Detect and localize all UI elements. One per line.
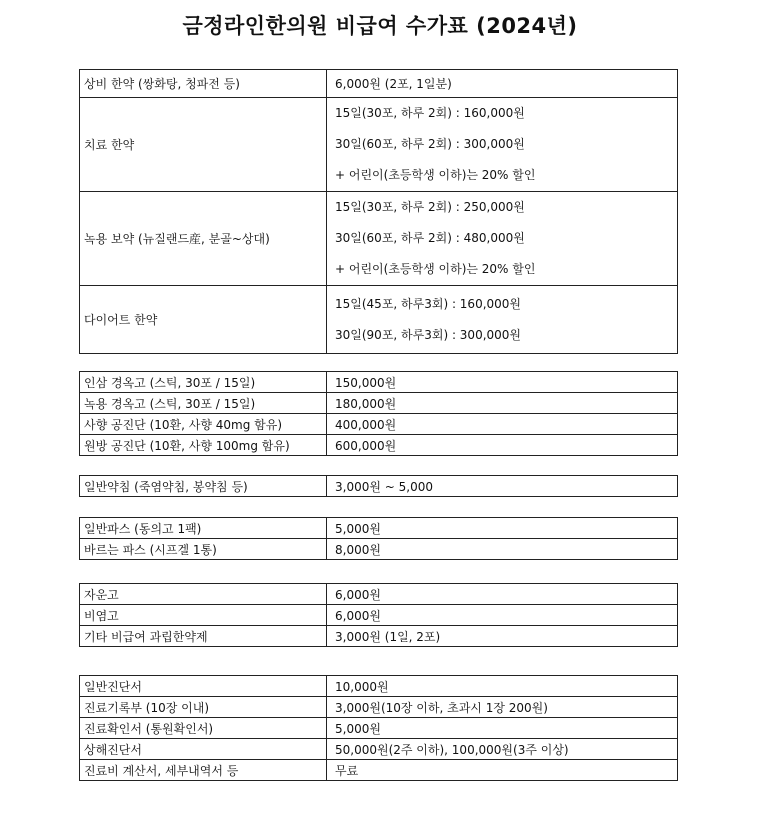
- item-price: 180,000원: [327, 393, 678, 414]
- item-price: 무료: [327, 760, 678, 781]
- item-name: 치료 한약: [80, 98, 327, 192]
- price-line: 15일(30포, 하루 2회) : 250,000원: [335, 200, 525, 214]
- table-row: [80, 98, 678, 192]
- pharmacopuncture-table: [79, 475, 678, 497]
- item-name: 진료기록부 (10장 이내): [80, 697, 327, 718]
- item-price: 400,000원: [327, 414, 678, 435]
- item-price: 8,000원: [327, 539, 678, 560]
- table-row: [80, 760, 678, 781]
- table-row: [80, 476, 678, 497]
- item-price-cell: [327, 286, 678, 354]
- item-name: 녹용 경옥고 (스틱, 30포 / 15일): [80, 393, 327, 414]
- item-name: 인삼 경옥고 (스틱, 30포 / 15일): [80, 372, 327, 393]
- item-price-cell: [327, 98, 678, 192]
- item-name: 상비 한약 (쌍화탕, 청파전 등): [80, 70, 327, 98]
- table-row: [80, 626, 678, 647]
- table-row: [80, 372, 678, 393]
- item-price: 50,000원(2주 이하), 100,000원(3주 이상): [327, 739, 678, 760]
- price-line: 15일(45포, 하루3회) : 160,000원: [335, 296, 522, 311]
- certificate-table: [79, 675, 678, 781]
- item-name: 원방 공진단 (10환, 사향 100mg 함유): [80, 435, 327, 456]
- discount-note: + 어린이(초등학생 이하)는 20% 할인: [335, 168, 536, 182]
- item-price: 3,000원 ~ 5,000: [327, 476, 678, 497]
- page-title: 금정라인한의원 비급여 수가표 (2024년): [182, 14, 578, 38]
- item-name: 일반파스 (동의고 1팩): [80, 518, 327, 539]
- table-row: [80, 70, 678, 98]
- price-line: 30일(60포, 하루 2회) : 480,000원: [335, 231, 525, 245]
- price-line: 15일(30포, 하루 2회) : 160,000원: [335, 106, 525, 120]
- item-name: 비염고: [80, 605, 327, 626]
- price-line: 30일(60포, 하루 2회) : 300,000원: [335, 137, 525, 151]
- table-row: [80, 518, 678, 539]
- table-row: [80, 739, 678, 760]
- table-row: [80, 192, 678, 286]
- item-price: 3,000원(10장 이하, 초과시 1장 200원): [327, 697, 678, 718]
- price-line: 30일(90포, 하루3회) : 300,000원: [335, 327, 522, 342]
- tonic-table: [79, 371, 678, 456]
- patch-table: [79, 517, 678, 560]
- item-name: 상해진단서: [80, 739, 327, 760]
- item-price: 3,000원 (1일, 2포): [327, 626, 678, 647]
- item-name: 진료확인서 (통원확인서): [80, 718, 327, 739]
- item-name: 바르는 파스 (시프겔 1통): [80, 539, 327, 560]
- table-row: [80, 286, 678, 354]
- table-row: [80, 539, 678, 560]
- item-price: 150,000원: [327, 372, 678, 393]
- herbal-medicine-table: [79, 69, 678, 354]
- table-row: [80, 414, 678, 435]
- table-row: [80, 584, 678, 605]
- item-name: 진료비 계산서, 세부내역서 등: [80, 760, 327, 781]
- table-row: [80, 605, 678, 626]
- item-name: 사향 공진단 (10환, 사향 40mg 함유): [80, 414, 327, 435]
- table-row: [80, 435, 678, 456]
- item-name: 기타 비급여 과립한약제: [80, 626, 327, 647]
- item-name: 자운고: [80, 584, 327, 605]
- table-row: [80, 718, 678, 739]
- item-name: 일반약침 (죽염약침, 봉약침 등): [80, 476, 327, 497]
- table-row: [80, 676, 678, 697]
- item-price: 6,000원: [327, 584, 678, 605]
- discount-note: + 어린이(초등학생 이하)는 20% 할인: [335, 262, 536, 276]
- item-name: 다이어트 한약: [80, 286, 327, 354]
- item-price: 5,000원: [327, 718, 678, 739]
- table-row: [80, 393, 678, 414]
- item-price-cell: [327, 192, 678, 286]
- item-name: 녹용 보약 (뉴질랜드産, 분골~상대): [80, 192, 327, 286]
- item-price: 6,000원: [327, 605, 678, 626]
- table-row: [80, 697, 678, 718]
- item-price: 10,000원: [327, 676, 678, 697]
- item-price: 6,000원 (2포, 1일분): [327, 70, 678, 98]
- item-name: 일반진단서: [80, 676, 327, 697]
- item-price: 600,000원: [327, 435, 678, 456]
- item-price: 5,000원: [327, 518, 678, 539]
- ointment-table: [79, 583, 678, 647]
